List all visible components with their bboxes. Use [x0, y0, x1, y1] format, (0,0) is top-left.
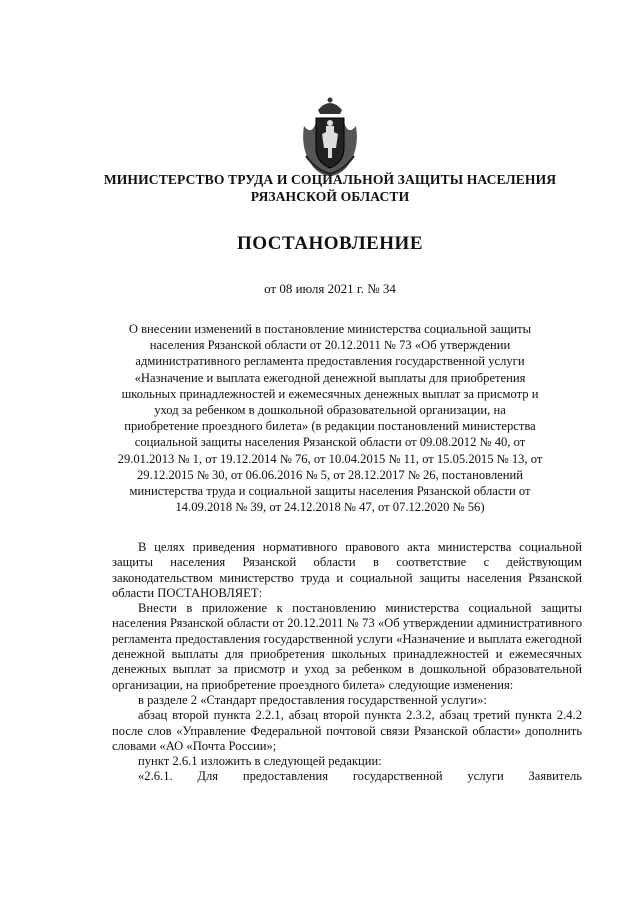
paragraph-section-2: в разделе 2 «Стандарт предоставления государственной услуги»:: [138, 692, 487, 707]
document-body: [112, 540, 582, 785]
ministry-name-line-1: МИНИСТЕРСТВО ТРУДА И СОЦИАЛЬНОЙ ЗАЩИТЫ НАСЕЛЕНИЯ: [103, 172, 557, 187]
paragraph-clause-2-6-1: пункт 2.6.1 изложить в следующей редакции:: [138, 754, 382, 769]
ministry-name-line-2: РЯЗАНСКОЙ ОБЛАСТИ: [250, 189, 410, 204]
document-subject: О внесении изменений в постановление министерства социальной защиты населения Рязанской области от 20.12.2011 № 73 «Об утверждении административного регламента предоставления государственной услуги «Назначение и выплата ежегодной денежной выплаты для приобретения школьных принадлежностей и ежемесячных денежных выплат за присмотр и уход за ребенком в дошкольной образовательной организации, на приобретение проездного билета» (в редакции постановлений министерства социальной защиты населения Рязанской области от 09.08.2012 № 40, от 29.01.2013 № 1, от 19.12.2014 № 76, от 10.04.2015 № 11, от 15.05.2015 № 13, от 29.12.2015 № 30, от 06.06.2016 № 5, от 28.12.2017 № 26, постановлений министерства труда и социальной защиты населения Рязанской области от 14.09.2018 № 39, от 24.12.2018 № 47, от 07.12.2020 № 56): [117, 322, 543, 515]
paragraph-clauses: абзац второй пункта 2.2.1, абзац второй пункта 2.3.2, абзац третий пункта 2.4.2 после слов «Управление Федеральной почтовой связи Рязанской области» дополнить словами «АО «Почта России»;: [112, 708, 582, 753]
paragraph-new-text: «2.6.1. Для предоставления государственной услуги Заявитель: [138, 769, 582, 784]
date-and-number: от 08 июля 2021 г. № 34: [264, 281, 396, 296]
document-type-title: ПОСТАНОВЛЕНИЕ: [236, 233, 424, 254]
coat-of-arms-emblem: [298, 96, 362, 178]
paragraph-preamble: В целях приведения нормативного правового акта министерства социальной защиты населения Рязанской области в соответствие с действующим законодательством министерство труда и социальной защиты населения Рязанской области ПОСТАНОВЛЯЕТ:: [112, 540, 582, 600]
paragraph-amendment-intro: Внести в приложение к постановлению министерства социальной защиты населения Рязанской области от 20.12.2011 № 73 «Об утверждении административного регламента предоставления государственной услуги «Назначение и выплата ежегодной денежной выплаты для приобретения школьных принадлежностей и ежемесячных денежных выплат за присмотр и уход за ребенком в дошкольной образовательной организации, на приобретение проездного билета» следующие изменения:: [112, 601, 582, 692]
